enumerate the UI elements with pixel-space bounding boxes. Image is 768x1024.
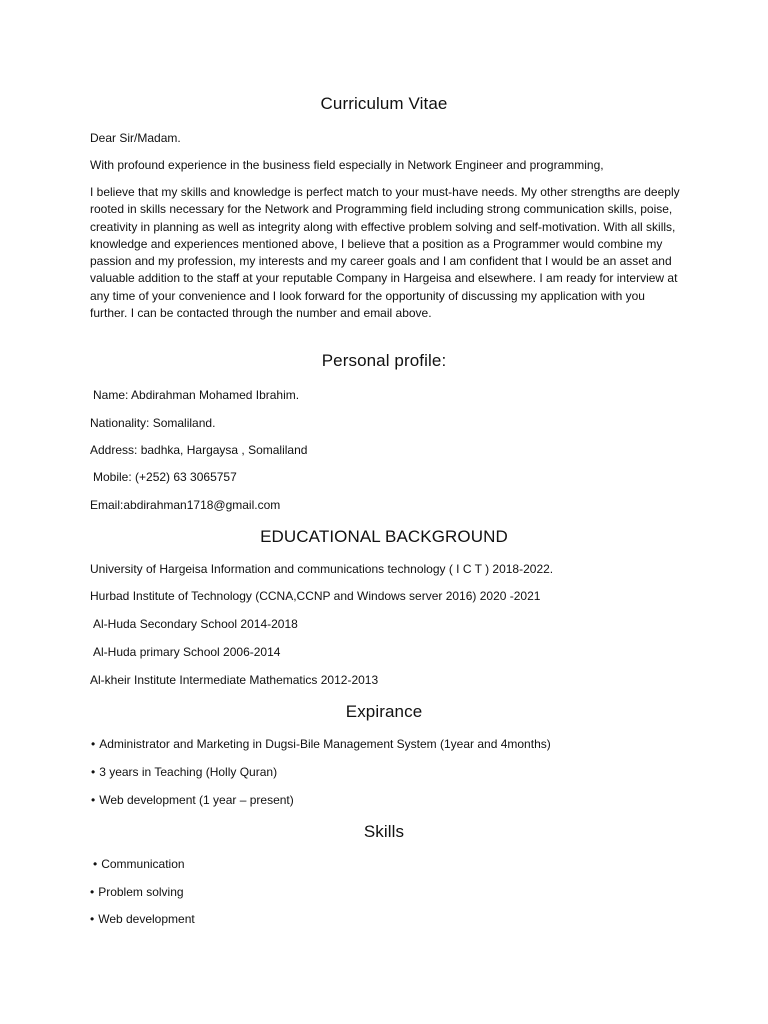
skills-item-text: Communication <box>101 857 185 871</box>
skills-heading: Skills <box>363 822 405 841</box>
bullet-icon: • <box>91 765 96 779</box>
experience-item-text: Administrator and Marketing in Dugsi-Bile Management System (1year and 4months) <box>99 737 551 751</box>
personal-profile-heading: Personal profile: <box>321 351 447 370</box>
personal-name: Name: Abdirahman Mohamed Ibrahim. <box>93 388 300 402</box>
document-title: Curriculum Vitae <box>320 94 448 113</box>
bullet-icon: • <box>93 857 98 871</box>
bullet-icon: • <box>91 793 96 807</box>
experience-heading: Expirance <box>345 702 423 721</box>
experience-item <box>91 764 277 781</box>
salutation: Dear Sir/Madam. <box>90 131 181 145</box>
bullet-icon: • <box>91 737 96 751</box>
skills-item <box>90 884 184 901</box>
experience-item-text: 3 years in Teaching (Holly Quran) <box>99 765 278 779</box>
experience-item <box>91 792 294 809</box>
experience-item-text: Web development (1 year – present) <box>99 793 294 807</box>
intro-line: With profound experience in the business field especially in Network Engineer and programming, <box>90 158 604 172</box>
bullet-icon: • <box>90 912 95 926</box>
education-item: Al-Huda Secondary School 2014-2018 <box>93 617 298 631</box>
education-item: Al-kheir Institute Intermediate Mathematics 2012-2013 <box>90 673 379 687</box>
personal-mobile: Mobile: (+252) 63 3065757 <box>93 470 237 484</box>
skills-item-text: Problem solving <box>98 885 184 899</box>
education-heading: EDUCATIONAL BACKGROUND <box>260 527 508 546</box>
cover-paragraph: I believe that my skills and knowledge is perfect match to your must-have needs. My other strengths are deeply rooted in skills necessary for the Network and Programming field including strong communication skills, poise, creativity in planning as well as integrity along with effective problem solving and self-motivation. With all skills, knowledge and experiences mentioned above, I believe that a position as a Programmer would combine my passion and my profession, my interests and my career goals and I am confident that I would be an asset and valuable addition to the staff at your reputable Company in Hargeisa and elsewhere. I am ready for interview at any time of your convenience and I look forward for the opportunity of discussing my application with you further. I can be contacted through the number and email above. <box>90 185 680 321</box>
bullet-icon: • <box>90 885 95 899</box>
skills-item-text: Web development <box>98 912 195 926</box>
experience-item <box>91 736 551 753</box>
skills-item <box>93 856 185 873</box>
personal-address: Address: badhka, Hargaysa , Somaliland <box>90 443 308 457</box>
skills-item <box>90 911 195 928</box>
education-item: Hurbad Institute of Technology (CCNA,CCNP and Windows server 2016) 2020 -2021 <box>90 589 541 603</box>
education-item: Al-Huda primary School 2006-2014 <box>93 645 281 659</box>
education-item: University of Hargeisa Information and communications technology ( I C T ) 2018-2022. <box>90 562 554 576</box>
personal-nationality: Nationality: Somaliland. <box>90 416 216 430</box>
personal-email: Email:abdirahman1718@gmail.com <box>90 498 281 512</box>
